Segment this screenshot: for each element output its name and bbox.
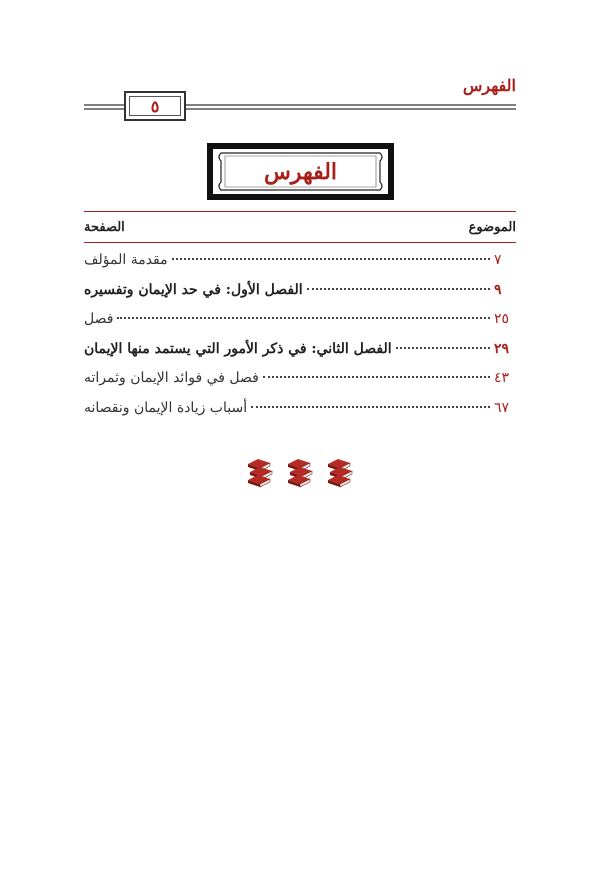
toc-entry-title: فصل bbox=[84, 311, 114, 327]
toc-entry[interactable] bbox=[84, 282, 516, 312]
toc-leader-dots bbox=[396, 347, 490, 349]
toc-entry-title: مقدمة المؤلف bbox=[84, 252, 168, 268]
toc-leader-dots bbox=[172, 258, 490, 260]
toc-entry[interactable] bbox=[84, 341, 516, 371]
toc-entry-page: ٢٥ bbox=[494, 311, 510, 327]
toc-entry-title: الفصل الثاني: في ذكر الأمور التي يستمد منها الإيمان bbox=[84, 340, 392, 357]
page-number: ٥ bbox=[150, 96, 160, 116]
page-number-box bbox=[124, 91, 186, 121]
toc-entry-page: ٤٣ bbox=[494, 370, 510, 386]
toc-entry-page: ٦٧ bbox=[494, 399, 510, 416]
toc-entry[interactable] bbox=[84, 252, 516, 282]
toc-leader-dots bbox=[307, 288, 490, 290]
toc-entry-title: فصل في فوائد الإيمان وثمراته bbox=[84, 370, 259, 386]
toc-entry-title: أسباب زيادة الإيمان ونقصانه bbox=[84, 399, 248, 416]
toc-entry-title: الفصل الأول: في حد الإيمان وتفسيره bbox=[84, 281, 303, 298]
top-rule bbox=[84, 211, 516, 212]
column-header-topic: الموضوع bbox=[468, 220, 516, 235]
column-header-page: الصفحة bbox=[84, 220, 125, 235]
toc-entry[interactable] bbox=[84, 400, 516, 430]
page-title: الفهرس bbox=[263, 158, 338, 185]
toc-leader-dots bbox=[117, 317, 490, 319]
toc-entry[interactable] bbox=[84, 311, 516, 341]
running-title: الفهرس bbox=[462, 76, 516, 95]
toc-leader-dots bbox=[263, 376, 490, 378]
toc-entry-page: ٩ bbox=[494, 281, 502, 298]
toc-entry-page: ٢٩ bbox=[494, 340, 510, 357]
table-of-contents bbox=[84, 252, 516, 429]
toc-leader-dots bbox=[251, 406, 490, 408]
header-rule-bottom bbox=[84, 242, 516, 243]
stacked-books-icon bbox=[246, 455, 356, 489]
toc-entry-page: ٧ bbox=[494, 252, 502, 268]
toc-entry[interactable] bbox=[84, 370, 516, 400]
